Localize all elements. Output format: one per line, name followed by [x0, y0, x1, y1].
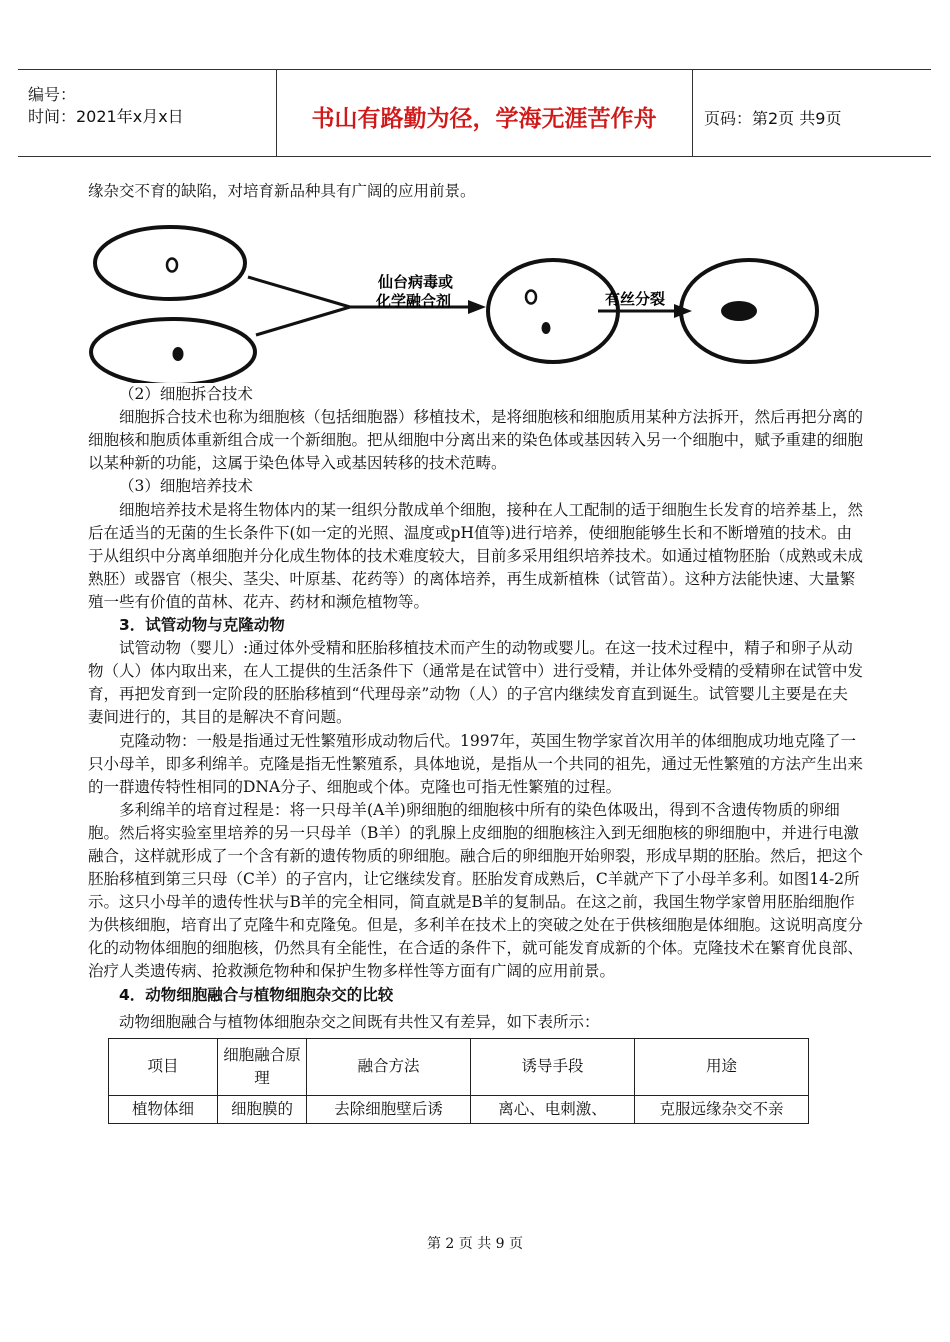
header-motto: 书山有路勤为径，学海无涯苦作舟 [311, 106, 657, 132]
paragraph-clone: 克隆动物：一般是指通过无性繁殖形成动物后代。1997年，英国生物学家首次用羊的体细胞成功地克隆了一只小母羊，即多利绵羊。克隆是指无性繁殖系，具体地说，是指从一个共同的祖先，通过无性繁殖的方法产生出来的一群遗传特性相同的DNA分子、细胞或个体。克隆也可指无性繁殖的过程。 [88, 731, 864, 796]
paragraph-dolly: 多利绵羊的培育过程是：将一只母羊(A羊)卵细胞的细胞核中所有的染色体吸出，得到不含遗传物质的卵细胞。然后将实验室里培养的另一只母羊（B羊）的乳腺上皮细胞的细胞核注入到无细胞核的卵细胞中，并进行电激融合，这样就形成了一个含有新的遗传物质的卵细胞。融合后的卵细胞开始卵裂，形成早期的胚胎。然后，把这个胚胎移植到第三只母（C羊）的子宫内，让它继续发育。胚胎发育成熟后，C羊就产下了小母羊多利。如图14-2所示。这只小母羊的遗传性状与B羊的完全相同，简直就是B羊的复制品。在这之前，我国生物学家曾用胚胎细胞作为供核细胞，培育出了克隆牛和克隆兔。但是，多利羊在技术上的突破之处在于供核细胞是体细胞。这说明高度分化的动物体细胞的细胞核，仍然具有全能性，在合适的条件下，就可能发育成新的个体。克隆技术在繁育优良部、治疗人类遗传病、抢救濒危物种和保护生物多样性等方面有广阔的应用前景。 [88, 800, 864, 981]
fused-nucleus-empty [526, 291, 536, 304]
fusion-label-1: 仙台病毒或 [378, 273, 454, 292]
fused-nucleus-dark [542, 322, 551, 334]
table-cell: 去除细胞壁后诱 [307, 1095, 471, 1123]
page-footer: 第 2 页 共 9 页 [426, 1236, 524, 1252]
heading-4: 4．动物细胞融合与植物细胞杂交的比较 [119, 985, 394, 1004]
table-header-cell: 项目 [109, 1038, 218, 1095]
paragraph-test-tube: 试管动物（婴儿）:通过体外受精和胚胎移植技术而产生的动物或婴儿。在这一技术过程中，精子和卵子从动物（人）体内取出来，在人工提供的生活条件下（通常是在试管中）进行受精，并让体外受精的受精卵在试管中发育，再把发育到一定阶段的胚胎移植到“代理母亲”动物（人）的子宫内继续发育直到诞生。试管婴儿主要是在夫妻间进行的，其目的是解决不育问题。 [88, 639, 864, 727]
table-cell: 离心、电刺激、 [471, 1095, 635, 1123]
nucleus-dark [173, 347, 184, 361]
table-row [109, 1095, 809, 1123]
table-header-cell: 细胞融合原理 [218, 1038, 307, 1095]
table-header-cell: 融合方法 [307, 1038, 471, 1095]
header-meta [28, 84, 276, 128]
section-2-body: 细胞拆合技术也称为细胞核（包括细胞器）移植技术，是将细胞核和细胞质用某种方法拆开，然后再把分离的细胞核和胞质体重新组合成一个新细胞。把从细胞中分离出来的染色体或基因转入另一个细胞中，赋予重建的细胞以某种新的功能，这属于染色体导入或基因转移的技术范畴。 [88, 408, 864, 473]
section-3-heading: （3）细胞培养技术 [119, 477, 253, 496]
merged-nucleus [721, 301, 757, 321]
section-3-body: 细胞培养技术是将生物体内的某一组织分散成单个细胞，接种在人工配制的适于细胞生长发育的培养基上，然后在适当的无菌的生长条件下(如一定的光照、温度或pH值等)进行培养，使细胞能够生长和不断增殖的技术。由于从组织中分离单细胞并分化成生物体的技术难度较大，目前多采用组织培养技术。如通过植物胚胎（成熟或未成熟胚）或器官（根尖、茎尖、叶原基、花药等）的离体培养，再生成新植株（试管苗）。这种方法能快速、大量繁殖一些有价值的苗林、花卉、药材和濒危植物等。 [88, 500, 864, 611]
document-body [88, 180, 863, 1124]
cell-fusion-figure [88, 207, 863, 383]
table-header-cell: 用途 [635, 1038, 809, 1095]
converge-line [256, 307, 350, 335]
table-cell: 植物体细 [109, 1095, 218, 1123]
table-cell: 克服远缘杂交不亲 [635, 1095, 809, 1123]
table-header-row [109, 1038, 809, 1095]
header-page-label: 页码：第2页 共9页 [704, 109, 842, 128]
heading-3: 3．试管动物与克隆动物 [119, 616, 285, 635]
cell-b [91, 319, 255, 383]
comparison-table [108, 1038, 809, 1124]
cell-a [95, 227, 245, 299]
fusion-arrowhead [468, 300, 486, 314]
page-header [18, 69, 931, 157]
paragraph-compare: 动物细胞融合与植物体细胞杂交之间既有共性又有差异，如下表所示： [119, 1012, 600, 1031]
table-cell: 细胞膜的 [218, 1095, 307, 1123]
number-label: 编号： [28, 85, 77, 104]
table-header-cell: 诱导手段 [471, 1038, 635, 1095]
fusion-label-2: 化学融合剂 [376, 292, 452, 311]
converge-line [248, 277, 350, 307]
nucleus-empty [167, 259, 177, 272]
header-divider [692, 70, 693, 156]
cell-fusion-diagram [88, 207, 863, 383]
intro-line: 缘杂交不育的缺陷，对培育新品种具有广阔的应用前景。 [88, 182, 476, 200]
section-2-heading: （2）细胞拆合技术 [119, 385, 253, 404]
mitosis-label: 有丝分裂 [605, 290, 666, 309]
time-label: 时间：2021年x月x日 [28, 107, 184, 126]
